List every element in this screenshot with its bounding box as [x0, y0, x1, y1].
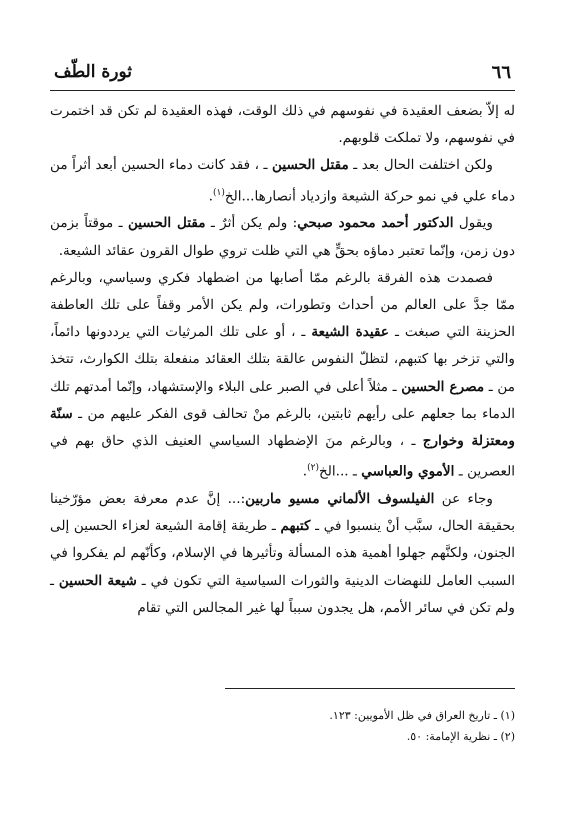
text-run: ـ موقتاً بزمن دون زمن، وإنّما تعتبر دماؤه بحقٍّ هي التي ظلت تروي طوال القرون عقائد الشيعة. — [50, 215, 515, 259]
text-run: ـ مثلاً أعلى في الصبر على البلاء والإستشهاد، وإنّما أمدتهم تلك الدماء بما جعلهم على رأيهم ثابتين، بالرغم منْ تحالف قوى الفكر عليهم من ـ — [50, 378, 515, 422]
text-run: ـ ...الخ — [318, 463, 362, 480]
paragraph — [50, 486, 515, 622]
footnote-ref: (٢) — [307, 463, 319, 474]
text-run: . — [302, 463, 308, 480]
text-run: ـ طريقة إقامة الشيعة لعزاء الحسين إلى الجنون، ولكنَّهم جهلوا أهمية هذه المسألة وتأثيرها في الإسلام، وكأنّهم لم يفكروا في السبب العامل للنهضات الدينية والثورات السياسية التي تكون في ـ — [50, 518, 515, 589]
running-title: ثورة الطّف — [54, 62, 132, 82]
bold-text: مقتل الحسين — [272, 157, 349, 174]
text-run: ـ ولم تكن في سائر الأمم، هل يجدون سبباً لها غير المجالس التي تقام — [50, 572, 515, 616]
text-run: : ولم يكن أثرٌ ـ — [205, 215, 298, 232]
paragraph — [50, 265, 515, 486]
text-run: ـ ، فقد كانت دماء الحسين أبعد أثراً من دماء علي في نمو حركة الشيعة وازدياد أنصارها...الخ — [50, 157, 515, 205]
page-number: ٦٦ — [491, 62, 511, 83]
footnote-separator — [225, 688, 515, 689]
bold-text: عقيدة الشيعة — [311, 324, 390, 341]
text-run: ويقول — [453, 215, 494, 232]
bold-text: الأموي والعباسي — [361, 463, 455, 480]
paragraph — [50, 98, 515, 152]
bold-text: الفيلسوف الألماني مسيو ماربين — [245, 490, 435, 507]
paragraph — [50, 152, 515, 210]
text-run: فصمدت هذه الفرقة بالرغم ممّا أصابها من اضطهاد فكري وسياسي، وبالرغم ممّا جدَّ على العالم من أحداث وتطورات، ولم يكن الأمر وقفاً على تلك العاطفة الحزينة التي صبغت ـ — [50, 269, 515, 341]
footnote: (١) ـ تاريخ العراق في ظل الأمويين: ١٢٣. — [329, 709, 515, 722]
text-run: :... إنَّ عدم معرفة بعض مؤرّخينا بحقيقة الحال، سبَّب أنْ ينسبوا في ـ — [50, 490, 515, 535]
bold-text: مصرع الحسين — [401, 378, 485, 395]
text-run: ـ ، أو على تلك المرثيات التي يرددونها دائماً، والتي تزخر بها كتبهم، لتظلّ النفوس عالقة بتلك العقائد منفعلة بتلك الكوارث، تتخذ من ـ — [50, 324, 515, 395]
bold-text: كتبهم — [280, 518, 311, 535]
bold-text: الدكتور أحمد محمود صبحي — [297, 215, 454, 232]
bold-text: مقتل الحسين — [127, 215, 206, 232]
paragraph — [50, 210, 515, 264]
text-run: . — [208, 188, 213, 205]
text-run: ـ ، وبالرغم منَ الإضطهاد السياسي العنيف الذي حاق بهم في العصرين ـ — [50, 432, 515, 480]
bold-text: شيعة الحسين — [58, 572, 137, 589]
text-run: وجاء عن — [434, 490, 493, 507]
text-run: له إلاّ بضعف العقيدة في نفوسهم في ذلك الوقت، فهذه العقيدة لم تكن قد اختمرت في نفوسهم، ولا تملكت قلوبهم. — [50, 103, 515, 147]
footnote: (٢) ـ نظرية الإمامة: ٥٠. — [406, 730, 515, 743]
bold-text: سنّة ومعتزلة وخوارج — [50, 405, 515, 449]
body-text — [50, 98, 515, 622]
footnotes — [50, 705, 515, 747]
footnote-ref: (١) — [212, 187, 225, 198]
page-header — [50, 56, 515, 91]
text-run: ولكن اختلفت الحال بعد ـ — [348, 157, 493, 174]
